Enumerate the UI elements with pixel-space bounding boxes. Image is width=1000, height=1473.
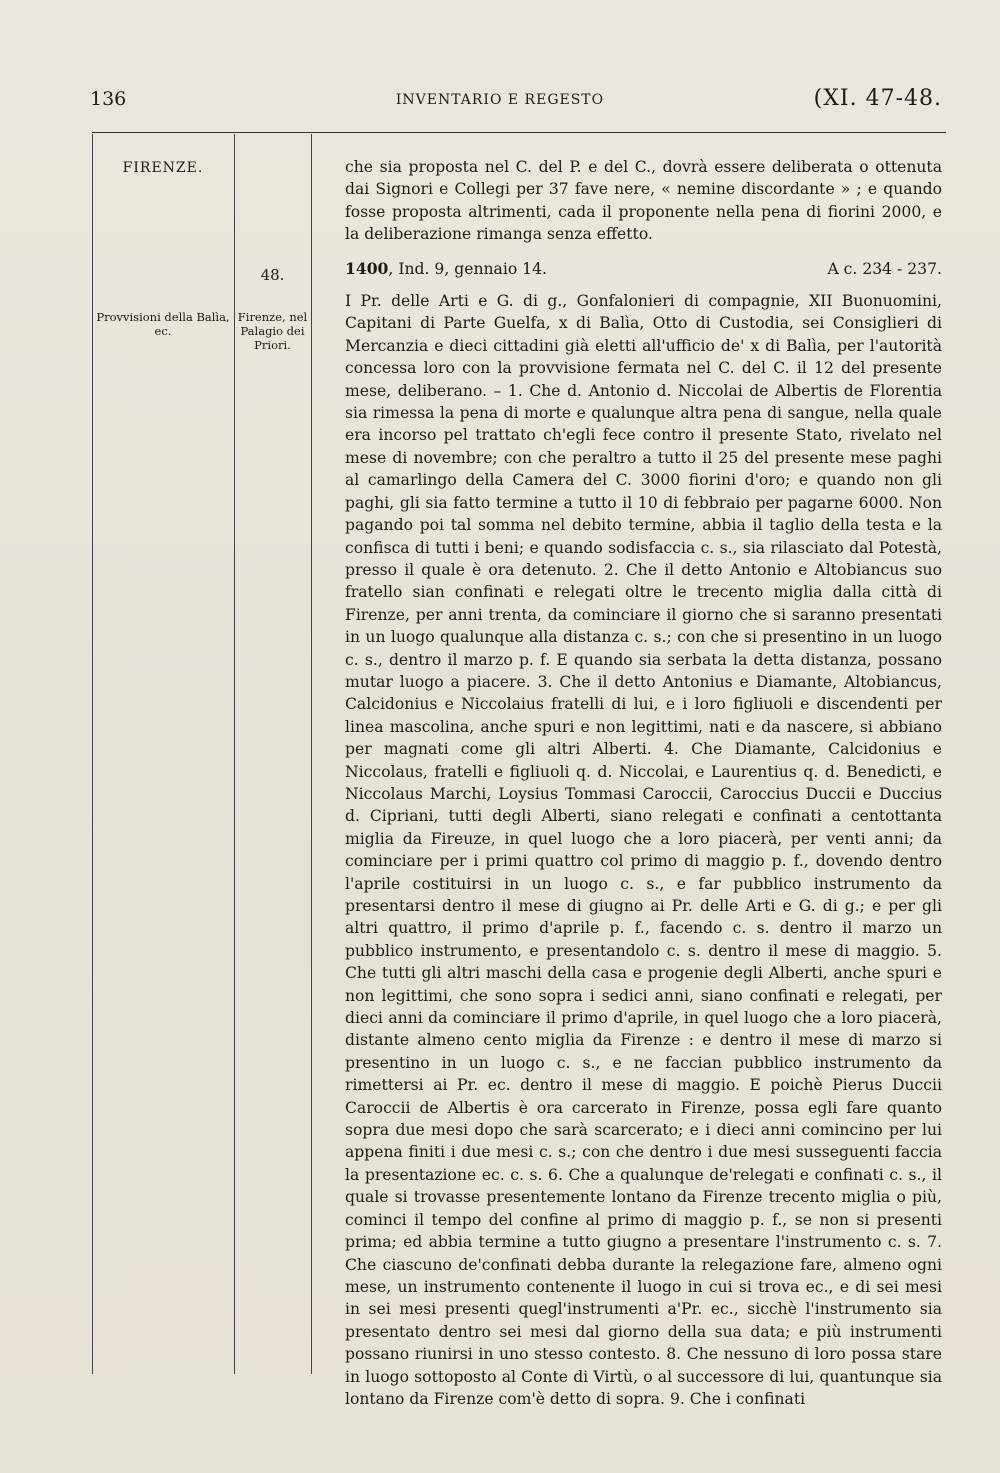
page-number: 136 — [90, 88, 127, 110]
continuation-paragraph: che sia proposta nel C. del P. e del C., dovrà essere deliberata o ottenuta dai Signori e Collegi per 37 fave nere, « nemine discordante » ; e quando fosse proposta altrimenti, cada il proponente nella pena di fiorini 2000, e la deliberazione rimanga senza effetto. — [345, 158, 942, 244]
date-rest: , Ind. 9, gennaio 14. — [388, 259, 547, 278]
provision-label: Provvisioni della Balìa, ec. — [96, 310, 230, 338]
entry-date — [345, 258, 547, 280]
page-header — [0, 88, 1000, 116]
place-heading: FIRENZE. — [122, 160, 204, 176]
place-label: Firenze, nel Palagio dei Priori. — [237, 310, 308, 352]
main-text — [345, 156, 942, 1410]
column-divider-right — [311, 134, 312, 1374]
date-year: 1400 — [345, 258, 389, 278]
entry-body: I Pr. delle Arti e G. di g., Gonfalonieri di compagnie, XII Buonuomini, Capitani di Parte Guelfa, x di Balìa, Otto di Custodia, sei Consiglieri di Mercanzia e dieci cittadini già eletti all'ufficio de' x di Balìa, per l'autorità concessa loro con la provvisione fermata nel C. del C. il 12 del presente mese, deliberano. – 1. Che d. Antonio d. Niccolai de Albertis de Florentia sia rimessa la pena di morte e qualunque altra pena di sangue, nella quale era incorso pel trattato ch'egli fece contro il presente Stato, rivelato nel mese di novembre; con che peraltro a tutto il 25 del presente mese paghi al camarlingo della Camera del C. 3000 fiorini d'oro; e quando non gli paghi, gli sia fatto termine a tutto il 10 di febbraio per pagarne 6000. Non pagando poi tal somma nel debito termine, abbia il taglio della testa e la confisca di tutti i beni; e quando sodisfaccia c. s., sia rilasciato dal Potestà, presso il quale è ora detenuto. 2. Che il detto Antonio e Altobiancus suo fratello sian confinati e relegati oltre le trecento miglia dalla città di Firenze, per anni trenta, da cominciare il giorno che si saranno presentati in un luogo qualunque alla distanza c. s.; con che si presentino in un luogo c. s., dentro il marzo p. f. E quando sia serbata la detta distanza, possano mutar luogo a piacere. 3. Che il detto Antonius e Diamante, Altobiancus, Calcidonius e Niccolaius fratelli di lui, e i loro figliuoli e discendenti per linea mascolina, anche spuri e non legittimi, nati e da nascere, si abbiano per magnati come gli altri Alberti. 4. Che Diamante, Calcidonius e Niccolaus, fratelli e figliuoli q. d. Niccolai, e Laurentius q. d. Benedicti, e Niccolaus Marchi, Loysius Tommasi Caroccii, Caroccius Duccii e Duccius d. Cipriani, tutti degli Alberti, siano relegati e confinati a centottanta miglia da Fireuze, in quel luogo che a loro piacerà, per venti anni; da cominciare per i primi quattro col primo di maggio p. f., dovendo dentro l'aprile costituirsi in un luogo c. s., e far pubblico instrumento da presentarsi dentro il mese di giugno ai Pr. delle Arti e G. di g.; e per gli altri quattro, il primo d'aprile p. f., facendo c. s. dentro il marzo un pubblico instrumento, e presentandolo c. s. dentro il mese di maggio. 5. Che tutti gli altri maschi della casa e progenie degli Alberti, anche spuri e non legittimi, che sono sopra i sedici anni, siano confinati e relegati, per dieci anni da cominciare il primo d'aprile, in quel luogo che a loro piacerà, distante almeno cento miglia da Firenze : e dentro il mese di marzo si presentino in un luogo c. s., e ne faccian pubblico instrumento da rimettersi ai Pr. ec. dentro il mese di maggio. E poichè Pierus Duccii Caroccii de Albertis è ora carcerato in Firenze, possa egli fare quanto sopra due mesi dopo che sarà scarcerato; e i dieci anni comincino per lui appena finiti i due mesi c. s.; con che dentro i due mesi susseguenti faccia la presentazione ec. c. s. 6. Che a qualunque de'relegati e confinati c. s., il quale si trovasse presentemente lontano da Firenze trecento miglia o più, cominci il tempo del confine al primo di maggio p. f., se non si presenti prima; ed abbia termine a tutto giugno a presentare l'instrumento c. s. 7. Che ciascuno de'confinati debba durante la relegazione fare, almeno ogni mese, un instrumento contenente il luogo in cui si trova ec., e di sei mesi in sei mesi presenti quegl'instrumenti a'Pr. ec., sicchè l'instrumento sia presentato dentro sei mesi dal giorno della sua data; e più instrumenti possano riunirsi in uno stesso contesto. 8. Che nessuno di loro possa stare in luogo sottoposto al Conte di Virtù, o al successore di lui, quantunque sia lontano da Firenze com'è detto di sopra. 9. Che i confinati — [345, 292, 942, 1408]
date-line — [345, 258, 942, 280]
section-reference: (XI. 47-48. — [813, 86, 942, 111]
running-title: INVENTARIO E REGESTO — [395, 92, 605, 108]
header-rule — [92, 132, 946, 133]
archive-reference: A c. 234 - 237. — [827, 259, 942, 278]
entry-number: 48. — [260, 266, 285, 284]
